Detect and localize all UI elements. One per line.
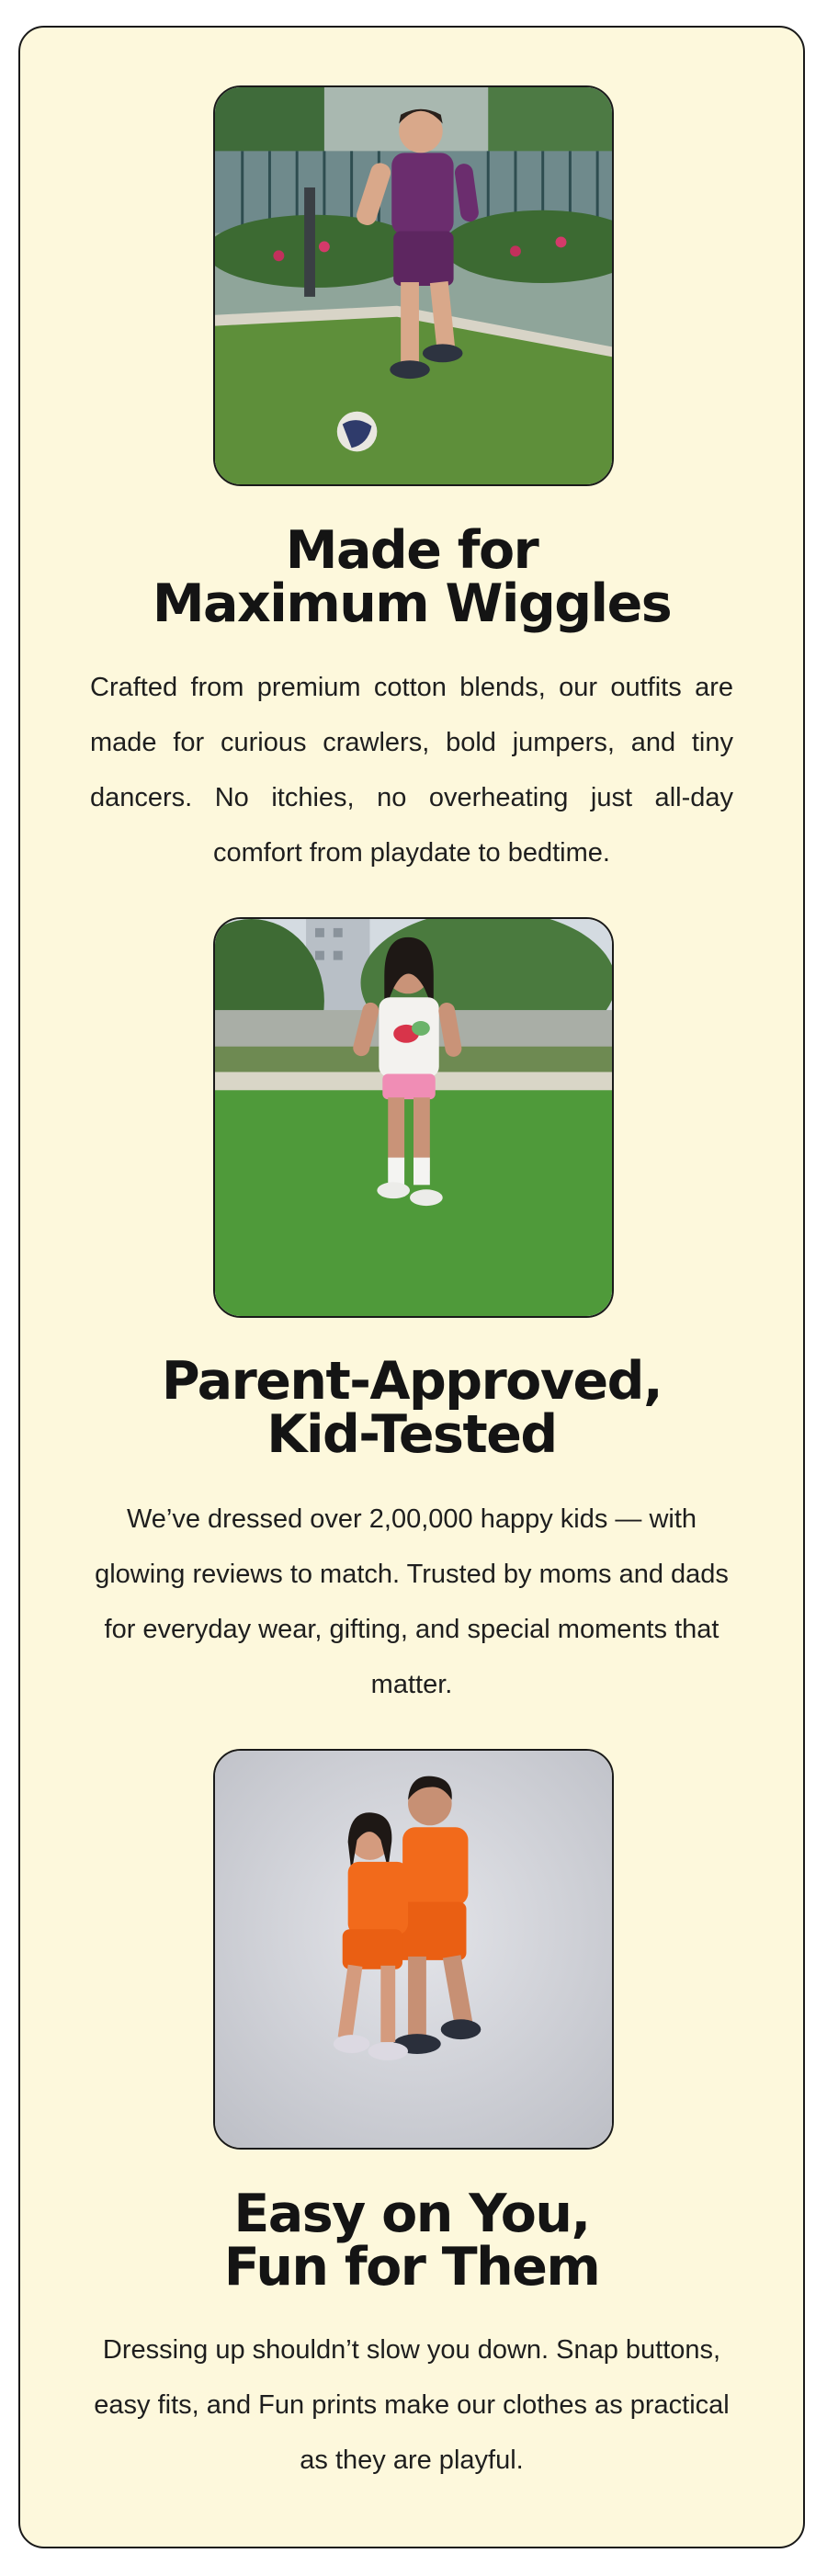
features-card: [18, 26, 805, 2548]
feature-title-line2: Kid-Tested: [266, 1404, 557, 1465]
feature-title-comfort: [20, 520, 803, 634]
feature-title-trust: [20, 1351, 803, 1465]
kids-in-orange-outfits-photo: [213, 1749, 614, 2150]
feature-description-trust: We’ve dressed over 2,00,000 happy kids — with glowing reviews to match. Trusted by moms and dads for everyday wear, gifting, and special moments that matter.: [95, 1504, 729, 1699]
feature-title-easy: [20, 2184, 803, 2298]
feature-title-line1: Easy on You,: [233, 2184, 590, 2244]
feature-title-line2: Fun for Them: [223, 2237, 600, 2298]
boy-playing-football-photo: [213, 85, 614, 486]
feature-title-line1: Made for: [285, 520, 538, 581]
feature-description-comfort: Crafted from premium cotton blends, our outfits are made for curious crawlers, bold jumpers, and tiny dancers. No itchies, no overheating just all-day comfort from playdate to bedtime.: [90, 673, 733, 868]
girl-in-watermelon-tshirt-photo: [213, 917, 614, 1318]
feature-title-line2: Maximum Wiggles: [152, 573, 672, 634]
feature-description-easy: Dressing up shouldn’t slow you down. Snap buttons, easy fits, and Fun prints make our clothes as practical as they are playful.: [94, 2335, 730, 2475]
feature-title-line1: Parent-Approved,: [161, 1351, 663, 1412]
